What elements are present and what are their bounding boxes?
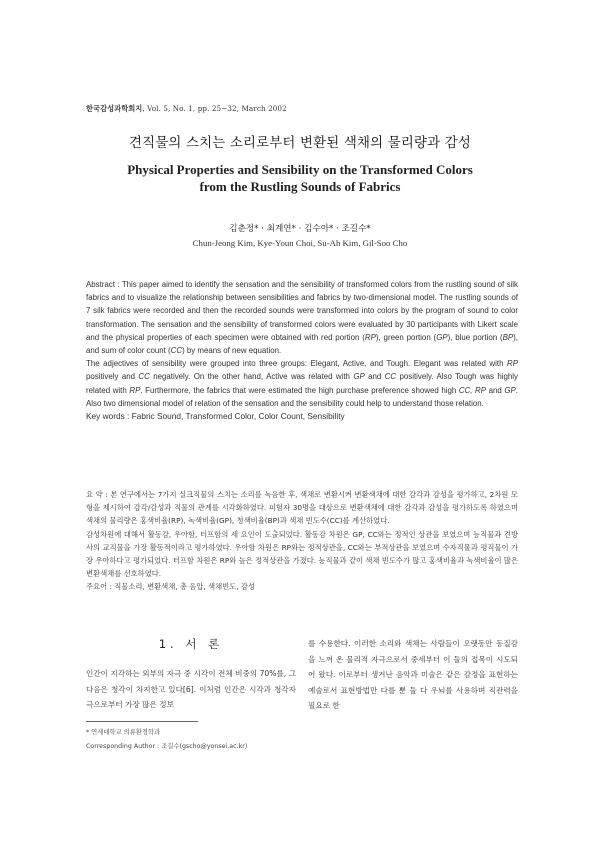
- korean-keywords: 주요어 : 직물소리, 변환색채, 총 음압, 색채빈도, 감성: [86, 582, 255, 592]
- journal-header: [86, 104, 287, 114]
- intro-text-left: 인간이 지각하는 외부의 자극 중 시각이 전체 비중의 70%를, 그 다음은 청각이 차지한고 있다[6]. 이처럼 인간은 시각과 청각자극으로부터 가장 많은 정보: [86, 669, 296, 709]
- footnotes: [86, 726, 386, 754]
- title-english-line1: Physical Properties and Sensibility on the Transformed Colors: [127, 162, 473, 177]
- title-english: [0, 161, 600, 195]
- abstract-text: ), green portion (: [375, 332, 437, 342]
- korean-summary-block: [86, 488, 518, 594]
- abbr-gp: GP: [353, 372, 365, 382]
- authors-korean: 김춘정* · 최계연* · 김수아* · 조길수*: [229, 224, 371, 234]
- body-column-left: [86, 636, 296, 713]
- abbr-cc: CC: [384, 372, 397, 382]
- footnote-corresponding-author: Corresponding Author : 조길수(gscho@yonsei.ac.kr): [86, 743, 248, 750]
- abstract-text: . Furthermore, the fabrics that were estimated the high purchase preference showed high: [140, 385, 459, 395]
- abbr-gp: GP: [504, 385, 516, 395]
- abbr-rp: RP: [507, 359, 518, 369]
- journal-name-ko: 한국감성과학회지: [86, 104, 143, 113]
- authors-english: Chun-Jeong Kim, Kye-Youn Choi, Su-Ah Kim, Gil-Soo Cho: [192, 238, 408, 248]
- abstract-text: negatively. On the other hand, Active was related with: [149, 372, 354, 382]
- abbr-cc: CC: [170, 346, 183, 356]
- abstract-label: Abstract: [86, 280, 115, 289]
- abstract-text: and: [364, 372, 385, 382]
- section-title-introduction: 1. 서 론: [158, 637, 224, 651]
- abstract-text: positively. Also Tough was highly related with: [86, 372, 518, 395]
- abstract-text: ) by means of new equation.: [182, 346, 282, 356]
- abbr-rp: RP: [364, 332, 376, 342]
- intro-text-right: 를 수용한다. 이러한 소리와 색채는 사람들이 오랫동안 동질감을 느껴 온 물리적 자극으로서 중세부터 이 둘의 접목이 시도되어 왔다. 이로부터 생겨난 음악과 미술은 같은 감정을 표현하는 예술로서 표현방법만 다를 뿐 둘 다 우뇌를 사용하며 직관력을 필요로 한: [308, 639, 518, 710]
- abstract-text: ), and sum of color count (: [86, 332, 518, 356]
- abstract-keywords: Key words : Fabric Sound, Transformed Color, Color Count, Sensibility: [86, 411, 345, 422]
- abbr-rp: RP: [129, 385, 141, 395]
- abbr-gp: GP: [436, 332, 448, 342]
- abstract-text: ), blue portion (: [447, 332, 503, 342]
- abstract-block: [86, 278, 518, 423]
- korean-summary-paragraph-2: 감성차원에 대해서 활동감, 우아함, 터프함의 세 요인이 도출되었다. 활동감 차원은 GP, CC와는 정적인 상관을 보였으며 능직물과 견방사의 교직물을 가장 활동적이라고 평가하였다. 우아함 차원은 RP와는 정적상관을, CC와는 부적상관을 보였으며 수자직물과 평직물이 가장 우아하다고 평가되었다. 터프함 차원은 RP와 높은 정적상관을 가졌다. 능직물과 같이 색채 빈도수가 많고 홍색비율과 녹색비율이 많은 변환색채를 선호하였다.: [86, 529, 518, 579]
- abbr-list: CC, RP: [458, 385, 487, 395]
- title-english-line2: from the Rustling Sounds of Fabrics: [199, 179, 401, 194]
- abstract-text: and: [486, 385, 505, 395]
- abstract-text: positively and: [86, 372, 139, 382]
- abbr-bp: BP: [502, 332, 514, 342]
- footnote-divider: [86, 721, 198, 722]
- abstract-text: : This paper aimed to identify the sensation and the sensibility of transformed colors from the rustling sound of silk fabrics and to visualize the relationship between sensibilities and fabrics by two-dimensional model. The rustling sounds of 7 silk fabrics were recorded and then the recorded sounds were transformed into colors by the program of sound to color transformation. The sensation and the sensibility of transformed colors were evaluated by 30 participants with Likert scale and the physical properties of each specimen were obtained with red portion (: [86, 280, 518, 342]
- body-column-right: [308, 636, 518, 714]
- abstract-paragraph-1: [86, 278, 518, 357]
- abstract-text: The adjectives of sensibility were grouped into three groups: Elegant, Active, and Tough. Elegant was related with: [86, 359, 508, 369]
- footnote-affiliation: * 연세대학교 의류환경학과: [86, 729, 161, 736]
- abstract-text: . Also two dimensional model of relation of the sensation and the sensibility could help to understand those relation.: [86, 385, 518, 408]
- journal-meta: , Vol. 5, No. 1, pp. 25~32, March 2002: [142, 104, 287, 113]
- abstract-paragraph-2: [86, 357, 518, 410]
- title-korean: 견직물의 스치는 소리로부터 변환된 색채의 물리량과 감성: [129, 136, 471, 151]
- korean-summary-paragraph-1: 요 약 : 본 연구에서는 7가지 실크직물의 스치는 소리를 녹음한 후, 색채로 변환시켜 변환색채에 대한 감각과 감성을 평가하고, 2차원 모형을 제시하여 감각/감성과 직물의 관계를 시각화하였다. 피험자 30명을 대상으로 변환색채에 대한 감각과 감성을 평가하도록 하였으며 색채의 물리량은 홍색비율(RP), 녹색비율(GP), 청색비율(BP)과 색채 빈도수(CC)를 계산하였다.: [86, 490, 518, 526]
- abbr-cc: CC: [138, 372, 150, 382]
